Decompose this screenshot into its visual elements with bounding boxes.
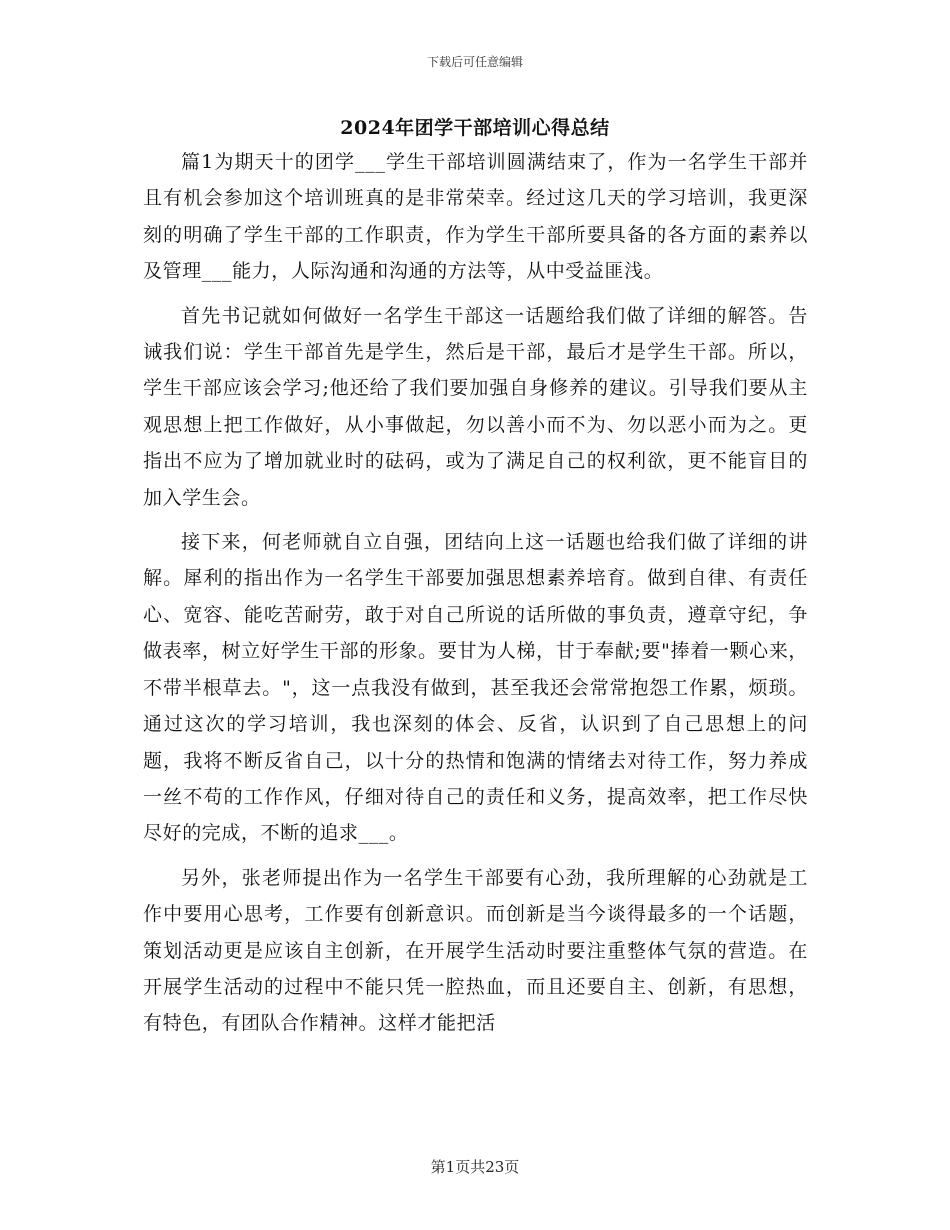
paragraph-4: 另外，张老师提出作为一名学生干部要有心劲，我所理解的心劲就是工作中要用心思考，工作要有创新意识。而创新是当今谈得最多的一个话题，策划活动更是应该自主创新，在开展学生活动时要注重整体气氛的营造。在开展学生活动的过程中不能只凭一腔热血，而且还要自主、创新，有思想，有特色，有团队合作精神。这样才能把活: [143, 866, 808, 1035]
document-title: 2024年团学干部培训心得总结: [340, 117, 610, 139]
page-header-note: 下载后可任意编辑: [426, 55, 523, 69]
document-body: [143, 144, 808, 1042]
paragraph-1: 篇1为期天十的团学___学生干部培训圆满结束了，作为一名学生干部并且有机会参加这个培训班真的是非常荣幸。经过这几天的学习培训，我更深刻的明确了学生干部的工作职责，作为学生干部所要具备的各方面的素养以及管理___能力，人际沟通和沟通的方法等，从中受益匪浅。: [143, 151, 808, 283]
paragraph-2: 首先书记就如何做好一名学生干部这一话题给我们做了详细的解答。告诫我们说：学生干部首先是学生，然后是干部，最后才是学生干部。所以，学生干部应该会学习;他还给了我们要加强自身修养的建议。引导我们要从主观思想上把工作做好，从小事做起，勿以善小而不为、勿以恶小而为之。更指出不应为了增加就业时的砝码，或为了满足自己的权利欲，更不能盲目的加入学生会。: [143, 304, 808, 509]
paragraph-3: 接下来，何老师就自立自强，团结向上这一话题也给我们做了详细的讲解。犀利的指出作为一名学生干部要加强思想素养培育。做到自律、有责任心、宽容、能吃苦耐劳，敢于对自己所说的话所做的事负责，遵章守纪，争做表率，树立好学生干部的形象。要甘为人梯，甘于奉献;要"捧着一颗心来，不带半根草去。"，这一点我没有做到，甚至我还会常常抱怨工作累，烦琐。通过这次的学习培训，我也深刻的体会、反省，认识到了自己思想上的问题，我将不断反省自己，以十分的热情和饱满的情绪去对待工作，努力养成一丝不苟的工作作风，仔细对待自己的责任和义务，提高效率，把工作尽快尽好的完成，不断的追求___。: [143, 531, 808, 845]
page-number: 第1页共23页: [430, 1158, 520, 1176]
